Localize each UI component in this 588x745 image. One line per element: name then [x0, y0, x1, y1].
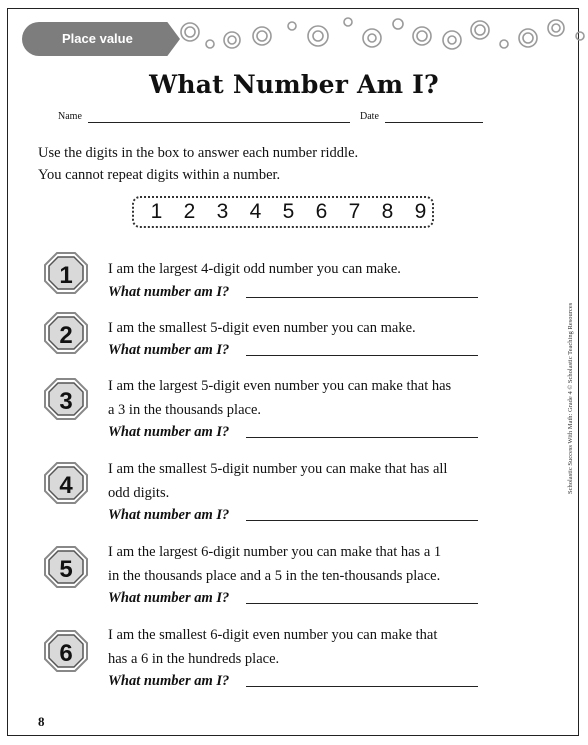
date-field[interactable]	[385, 122, 483, 123]
question-5-prompt: What number am I?	[108, 590, 230, 606]
spiral-icon	[500, 40, 508, 48]
question-1-prompt: What number am I?	[108, 284, 230, 300]
spiral-icon	[308, 26, 328, 46]
page-title: What Number Am I?	[149, 70, 439, 99]
spiral-icon	[471, 21, 489, 39]
question-2-prompt: What number am I?	[108, 342, 230, 358]
octagon-number-badge-icon	[44, 630, 88, 672]
credit-line	[567, 254, 577, 494]
digit-list	[140, 199, 437, 225]
octagon-number-badge-icon	[44, 546, 88, 588]
digit: 3	[216, 200, 229, 223]
question-number: 6	[59, 640, 73, 667]
spiral-icon	[253, 27, 271, 45]
question-6-answer-field[interactable]	[246, 686, 478, 687]
instruction-line-1: Use the digits in the box to answer each number riddle.	[38, 145, 359, 161]
credit-text: Scholastic Success With Math: Grade 4 © Scholastic Teaching Resources	[567, 302, 574, 494]
date-label: Date	[360, 111, 379, 122]
question-number: 3	[59, 388, 73, 415]
octagon-number-badge-icon	[44, 312, 88, 354]
name-label: Name	[58, 111, 82, 122]
digit: 5	[282, 200, 295, 223]
spiral-icon	[443, 31, 461, 49]
spiral-icon	[519, 29, 537, 47]
question-3-line-1: I am the largest 5-digit even number you can make that has	[108, 378, 452, 394]
question-number: 2	[59, 322, 73, 349]
spiral-icon	[344, 18, 352, 26]
question-2-answer-field[interactable]	[246, 355, 478, 356]
spiral-icon	[413, 27, 431, 45]
question-4-prompt: What number am I?	[108, 507, 230, 523]
spiral-icon	[393, 19, 403, 29]
spiral-icon	[288, 22, 296, 30]
digit: 8	[381, 200, 394, 223]
digit: 7	[348, 200, 361, 223]
question-4-line-2: odd digits.	[108, 485, 170, 501]
digit: 6	[315, 200, 328, 223]
name-field[interactable]	[88, 122, 350, 123]
question-6-prompt: What number am I?	[108, 673, 230, 689]
question-1-line-1: I am the largest 4-digit odd number you can make.	[108, 261, 401, 277]
page-number: 8	[38, 714, 45, 729]
spiral-icon	[206, 40, 214, 48]
digit: 9	[414, 200, 427, 223]
octagon-number-badge-icon	[44, 462, 88, 504]
question-2-line-1: I am the smallest 5-digit even number you can make.	[108, 320, 416, 336]
question-number: 5	[59, 556, 73, 583]
spiral-icon	[181, 23, 199, 41]
question-6-line-2: has a 6 in the hundreds place.	[108, 651, 280, 667]
question-6-line-1: I am the smallest 6-digit even number you can make that	[108, 627, 438, 643]
digit: 2	[183, 200, 196, 223]
question-3-prompt: What number am I?	[108, 424, 230, 440]
question-4-answer-field[interactable]	[246, 520, 478, 521]
question-1-answer-field[interactable]	[246, 297, 478, 298]
question-4-line-1: I am the smallest 5-digit number you can make that has all	[108, 461, 448, 477]
instruction-line-2: You cannot repeat digits within a number.	[38, 167, 281, 183]
digit: 1	[150, 200, 163, 223]
question-5-line-2: in the thousands place and a 5 in the ten-thousands place.	[108, 568, 441, 584]
section-tag-label: Place value	[62, 31, 133, 46]
spiral-icon	[548, 20, 564, 36]
question-5-answer-field[interactable]	[246, 603, 478, 604]
octagon-number-badge-icon	[44, 252, 88, 294]
question-number: 4	[59, 472, 73, 499]
spiral-icon	[224, 32, 240, 48]
question-number: 1	[59, 262, 73, 289]
question-3-answer-field[interactable]	[246, 437, 478, 438]
question-5-line-1: I am the largest 6-digit number you can make that has a 1	[108, 544, 442, 560]
question-3-line-2: a 3 in the thousands place.	[108, 402, 262, 418]
digit: 4	[249, 200, 262, 223]
spiral-icon	[576, 32, 584, 40]
octagon-number-badge-icon	[44, 378, 88, 420]
spiral-icon	[363, 29, 381, 47]
